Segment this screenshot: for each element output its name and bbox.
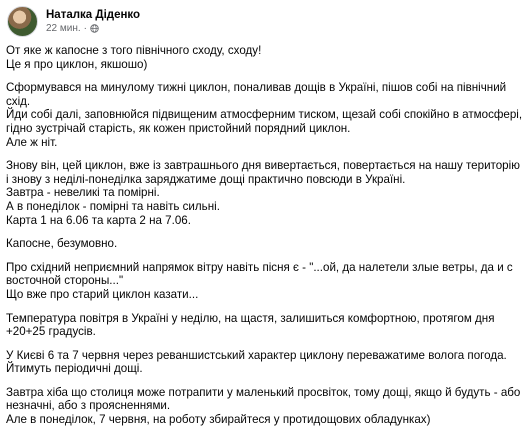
text-line: Це я про циклон, якшошо) bbox=[6, 57, 148, 71]
post-header bbox=[6, 0, 524, 41]
post-time[interactable]: 22 мин. bbox=[46, 22, 81, 34]
avatar[interactable] bbox=[7, 6, 38, 37]
text-line: Йтимуть періодичні дощі. bbox=[6, 362, 143, 376]
paragraph-1 bbox=[6, 44, 524, 71]
text-line: Знову він, цей циклон, вже із завтрашнього дня вивертається, повертається на нашу територію і знову з неділі-понеділка заряджатиме дощі практично повсюди в Україні. bbox=[6, 159, 520, 186]
post-meta bbox=[46, 8, 140, 35]
text-line: Але в понеділок, 7 червня, на роботу збирайтеся у протидощових обладунках) bbox=[6, 413, 431, 427]
paragraph-3 bbox=[6, 159, 524, 227]
text-line: Капосне, безумовно. bbox=[6, 237, 118, 251]
paragraph-7 bbox=[6, 349, 524, 376]
text-line: А в понеділок - помірні та навіть сильні. bbox=[6, 199, 220, 213]
author-name[interactable]: Наталка Діденко bbox=[46, 8, 141, 21]
separator-dot: · bbox=[83, 22, 88, 34]
post-subline bbox=[46, 22, 140, 35]
text-line: Завтра хіба що столиця може потрапити у маленький просвіток, тому дощі, якщо й будуть - або незначні, або з проясненнями. bbox=[6, 385, 521, 413]
text-line: От яке ж капосне з того північного сходу, сходу! bbox=[6, 44, 262, 57]
paragraph-8 bbox=[6, 386, 524, 427]
text-line: Карта 1 на 6.06 та карта 2 на 7.06. bbox=[6, 213, 191, 227]
paragraph-6 bbox=[6, 312, 524, 339]
paragraph-5 bbox=[6, 261, 524, 302]
text-line: Завтра - невеликі та помірні. bbox=[6, 186, 160, 200]
paragraph-4 bbox=[6, 237, 524, 251]
text-line: Сформувався на минулому тижні циклон, поналивав дощів в Україні, пішов собі на північний схід. bbox=[6, 81, 507, 108]
text-line: Температура повітря в Україні у неділю, на щастя, залишиться комфортною, протягом дня +20+25 градусів. bbox=[6, 311, 495, 339]
text-line: У Києві 6 та 7 червня через реваншистський характер циклону переважатиме волога погода. bbox=[6, 348, 507, 362]
post-body bbox=[6, 44, 524, 427]
text-line: Йди собі далі, заповнюйся підвищеним атмосферним тиском, щезай собі спокійно в атмосфері, гідно зустрічай старість, як кожен пристойний порядний циклон. bbox=[6, 108, 523, 135]
paragraph-2 bbox=[6, 81, 524, 149]
text-line: Але ж ніт. bbox=[6, 135, 58, 149]
text-line: Що вже про старий циклон казати... bbox=[6, 287, 199, 301]
text-line: Про східний неприємний напрямок вітру навіть пісня є - "...ой, да налетели злые ветры, да и с восточной стороны..." bbox=[6, 260, 513, 288]
globe-icon bbox=[90, 24, 99, 33]
